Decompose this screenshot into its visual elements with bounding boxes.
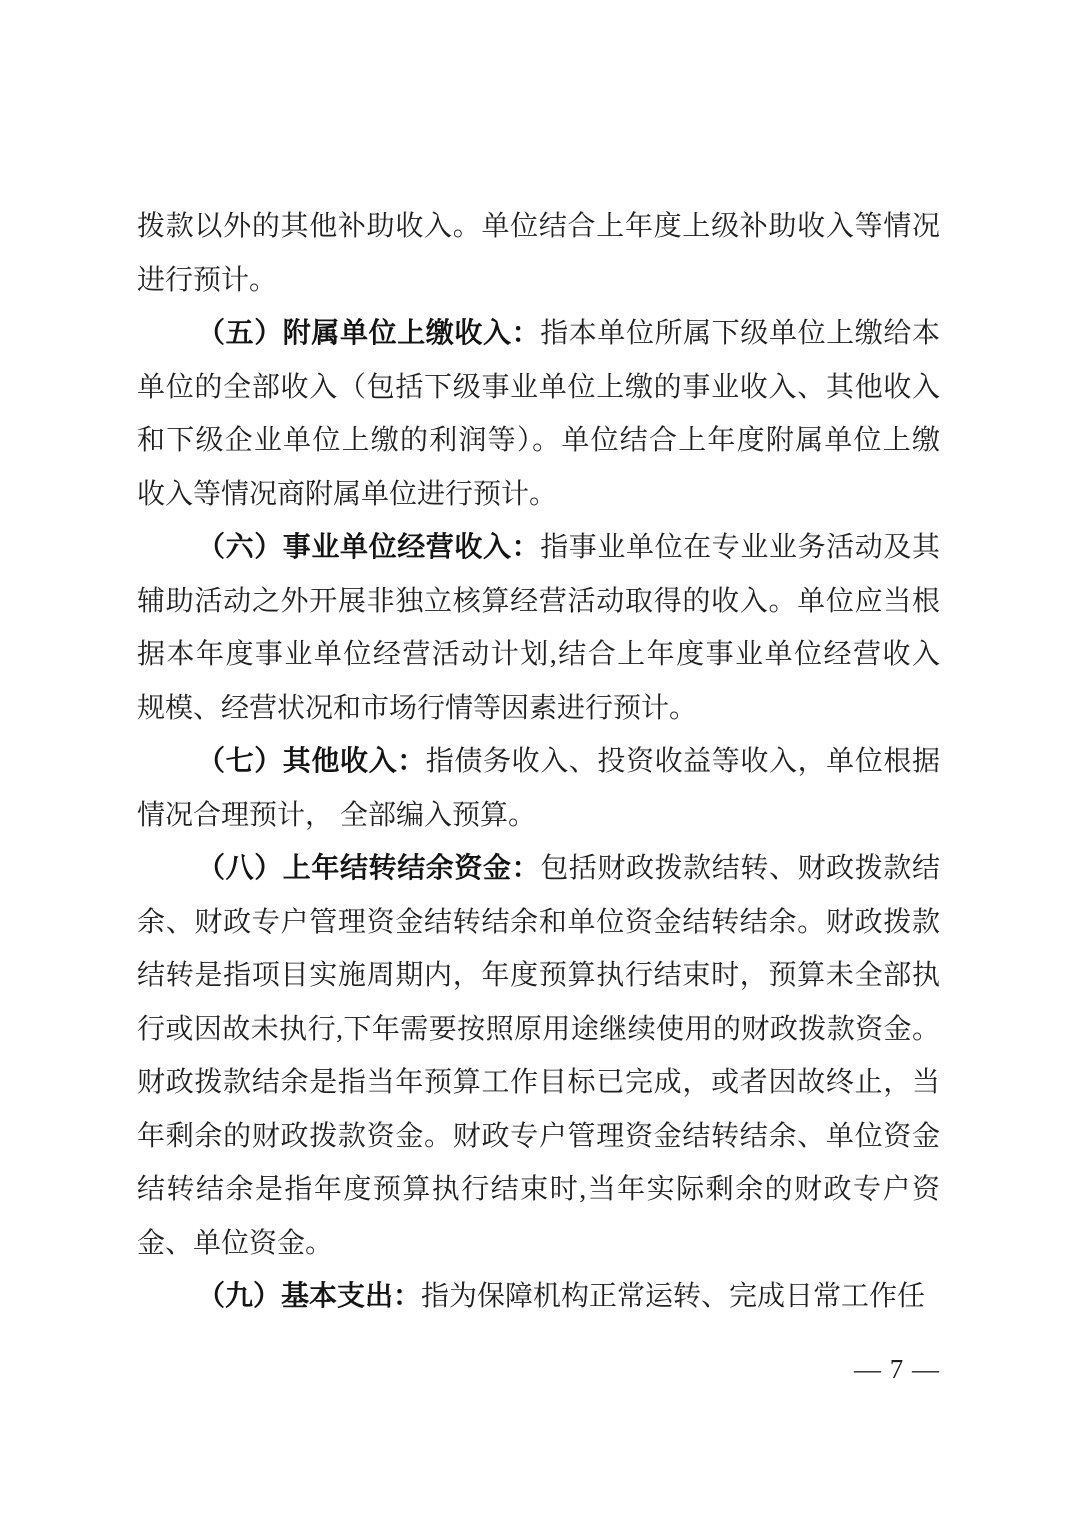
line-text: 和下级企业单位上缴的利润等）。单位结合上年度附属单位上缴 <box>137 425 940 456</box>
line-text: 辅助活动之外开展非独立核算经营活动取得的收入。单位应当根 <box>137 585 940 617</box>
line-text: 行或因故未执行,下年需要按照原用途继续使用的财政拨款资金。 <box>137 1013 940 1045</box>
section-heading: （六）事业单位经营收入： <box>197 532 541 563</box>
paragraph-line <box>137 789 940 843</box>
paragraph-line <box>137 200 940 254</box>
line-text: 情况合理预计， 全部编入预算。 <box>137 799 537 831</box>
paragraph-line <box>137 949 940 1003</box>
line-text: 指债务收入、投资收益等收入，单位根据 <box>425 746 940 777</box>
line-text: 拨款以外的其他补助收入。单位结合上年度上级补助收入等情况 <box>137 211 940 242</box>
line-text: 结转是指项目实施周期内，年度预算执行结束时，预算未全部执 <box>137 960 940 991</box>
paragraph-line <box>137 254 940 308</box>
paragraph-line <box>137 361 940 415</box>
paragraph-line <box>137 468 940 522</box>
paragraph-first-line <box>137 842 940 896</box>
line-text: 余、财政专户管理资金结转结余和单位资金结转结余。财政拨款 <box>137 906 940 938</box>
section-heading: （八）上年结转结余资金： <box>197 853 541 884</box>
paragraph-line <box>137 1163 940 1217</box>
line-text: 单位的全部收入（包括下级事业单位上缴的事业收入、其他收入 <box>137 371 940 403</box>
line-text: 指本单位所属下级单位上缴给本 <box>540 318 940 349</box>
paragraph-first-line <box>137 521 940 575</box>
section-heading: （九）基本支出： <box>197 1281 422 1312</box>
line-text: 金、单位资金。 <box>137 1227 334 1259</box>
paragraph-line <box>137 1056 940 1110</box>
paragraph-line <box>137 1110 940 1164</box>
line-text: 年剩余的财政拨款资金。财政专户管理资金结转结余、单位资金 <box>137 1120 940 1152</box>
paragraph-line <box>137 628 940 682</box>
section-heading: （七）其他收入： <box>197 746 426 777</box>
paragraph-first-line <box>137 735 940 789</box>
line-text: 结转结余是指年度预算执行结束时,当年实际剩余的财政专户资 <box>137 1174 940 1205</box>
line-text: 收入等情况商附属单位进行预计。 <box>137 478 558 510</box>
line-text: 指为保障机构正常运转、完成日常工作任 <box>421 1281 926 1312</box>
line-text: 指事业单位在专业业务活动及其 <box>540 532 940 563</box>
paragraph-line <box>137 1003 940 1057</box>
line-text: 规模、经营状况和市场行情等因素进行预计。 <box>137 692 698 724</box>
paragraph-line <box>137 414 940 468</box>
paragraph-line <box>137 896 940 950</box>
line-text: 据本年度事业单位经营活动计划,结合上年度事业单位经营收入 <box>137 639 940 670</box>
section-heading: （五）附属单位上缴收入： <box>197 318 541 349</box>
line-text: 财政拨款结余是指当年预算工作目标已完成，或者因故终止，当 <box>137 1067 940 1098</box>
line-text: 包括财政拨款结转、财政拨款结 <box>540 853 940 884</box>
page-number: — 7 — <box>854 1354 940 1384</box>
paragraph-line <box>137 682 940 736</box>
document-body <box>137 200 940 1324</box>
paragraph-line <box>137 1217 940 1271</box>
paragraph-line <box>137 575 940 629</box>
paragraph-first-line <box>137 1270 940 1324</box>
paragraph-first-line <box>137 307 940 361</box>
line-text: 进行预计。 <box>137 264 278 296</box>
